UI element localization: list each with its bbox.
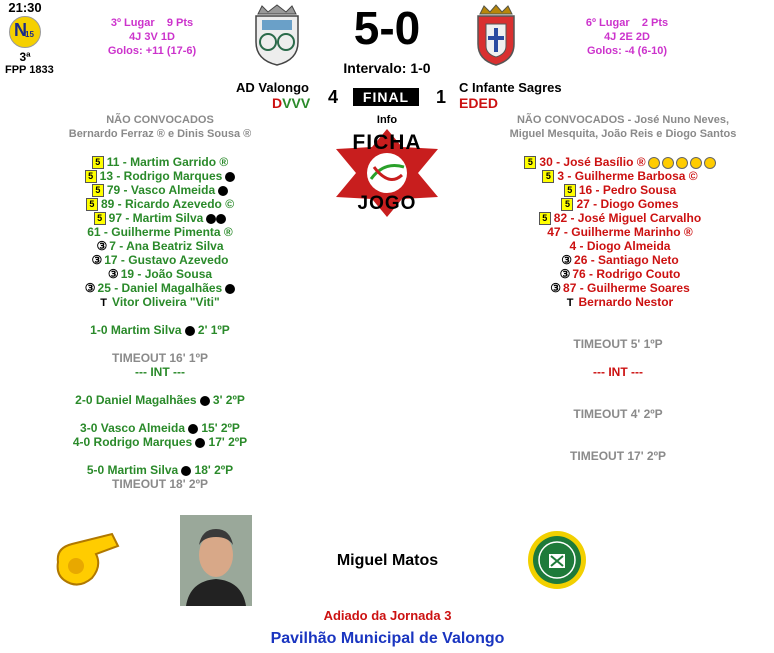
referee-photo — [180, 515, 252, 606]
home-form: DVVV — [272, 95, 311, 111]
goal-event: 3-0 Vasco Almeida 15' 2ºP — [80, 421, 240, 435]
timeout-event: TIMEOUT 5' 1ºP — [573, 337, 663, 351]
home-coach-row[interactable]: T Vitor Oliveira "Viti" — [100, 295, 220, 309]
ball-icon — [662, 157, 674, 169]
home-score: 4 — [328, 87, 339, 107]
interval-marker: --- INT --- — [593, 365, 643, 379]
goal-dot-icon — [200, 396, 210, 406]
header-left — [2, 0, 48, 64]
referee-name[interactable]: Miguel Matos — [336, 552, 439, 569]
away-player-row[interactable]: 5 16 - Pedro Sousa — [500, 183, 740, 197]
home-player-list — [40, 155, 280, 309]
whistle-icon — [52, 532, 124, 588]
home-events — [40, 323, 280, 491]
away-player-row[interactable]: 4 - Diogo Almeida — [569, 239, 671, 253]
away-player-row[interactable]: 5 30 - José Basílio ® — [500, 155, 740, 169]
goal-dot-icon — [181, 466, 191, 476]
home-player-row[interactable]: 5 97 - Martim Silva — [40, 211, 280, 225]
timeout-event: TIMEOUT 16' 1ºP — [112, 351, 208, 365]
match-status-badge: FINAL — [353, 88, 419, 106]
match-score: 5-0 — [353, 2, 421, 54]
goal-dot-icon — [195, 438, 205, 448]
away-player-row[interactable]: 5 27 - Diogo Gomes — [500, 197, 740, 211]
home-player-row[interactable]: 5 89 - Ricardo Azevedo © — [40, 197, 280, 211]
away-player-row[interactable]: 47 - Guilherme Marinho ® — [547, 225, 693, 239]
away-team-name[interactable]: C Infante Sagres — [459, 80, 562, 95]
ficha-jogo-logo[interactable]: FICHA JOGO — [334, 127, 440, 219]
away-events — [498, 337, 738, 463]
away-player-list — [500, 155, 740, 309]
goal-event: 1-0 Martim Silva 2' 1ºP — [90, 323, 230, 337]
home-player-row[interactable]: ③ 25 - Daniel Magalhães — [40, 281, 280, 295]
halftime-score: Intervalo: 1-0 — [343, 60, 431, 76]
away-stats: 6º Lugar 2 Pts 4J 2E 2D Golos: -4 (6-10) — [585, 17, 669, 57]
ball-icon — [704, 157, 716, 169]
home-player-row[interactable]: 61 - Guilherme Pimenta ® — [87, 225, 233, 239]
away-player-row[interactable]: ③ 87 - Guilherme Soares — [550, 281, 690, 295]
venue-name[interactable]: Pavilhão Municipal de Valongo — [270, 630, 505, 647]
goal-event: 5-0 Martim Silva 18' 2ºP — [86, 463, 234, 477]
goal-dot-icon — [185, 326, 195, 336]
away-coach-row[interactable]: T Bernardo Nestor — [566, 295, 674, 309]
away-form: EDED — [459, 95, 498, 111]
home-player-row[interactable]: 5 11 - Martim Garrido ® — [40, 155, 280, 169]
timeout-event: TIMEOUT 4' 2ºP — [573, 407, 663, 421]
away-crest-icon[interactable] — [474, 4, 518, 66]
goal-event: 4-0 Rodrigo Marques 17' 2ºP — [72, 435, 248, 449]
ball-icon — [648, 157, 660, 169]
away-player-row[interactable]: 5 3 - Guilherme Barbosa © — [500, 169, 740, 183]
goal-dot-icon — [225, 172, 235, 182]
away-not-called: NÃO CONVOCADOS - José Nuno Neves, Miguel Mesquita, João Reis e Diogo Santos — [509, 114, 737, 140]
away-player-row[interactable]: ③ 26 - Santiago Neto — [561, 253, 679, 267]
home-player-row[interactable]: 5 79 - Vasco Almeida — [40, 183, 280, 197]
home-player-row[interactable]: ③ 17 - Gustavo Azevedo — [91, 253, 229, 267]
goal-dot-icon — [188, 424, 198, 434]
away-player-row[interactable]: ③ 76 - Rodrigo Couto — [559, 267, 681, 281]
competition-badge-icon: N 15 — [9, 16, 41, 48]
ref-code: FPP 1833 — [5, 64, 54, 76]
timeout-event: TIMEOUT 17' 2ºP — [570, 449, 666, 463]
home-player-row[interactable]: ③ 7 - Ana Beatriz Silva — [96, 239, 224, 253]
away-player-row[interactable]: 5 82 - José Miguel Carvalho — [500, 211, 740, 225]
competition-rank: 3ª — [19, 50, 31, 64]
home-player-row[interactable]: 5 13 - Rodrigo Marques — [40, 169, 280, 183]
goal-dot-icon — [218, 186, 228, 196]
goal-dot-icon — [216, 214, 226, 224]
goal-dot-icon — [206, 214, 216, 224]
home-not-called: NÃO CONVOCADOS Bernardo Ferraz ® e Dinis Sousa ® — [68, 114, 252, 140]
home-team-name[interactable]: AD Valongo — [236, 80, 309, 95]
ball-icon — [690, 157, 702, 169]
timeout-event: TIMEOUT 18' 2ºP — [112, 477, 208, 491]
away-score: 1 — [436, 87, 447, 107]
association-logo-icon — [527, 530, 587, 590]
ball-icon — [676, 157, 688, 169]
goal-dot-icon — [225, 284, 235, 294]
home-player-row[interactable]: ③ 19 - João Sousa — [107, 267, 213, 281]
info-label[interactable]: Info — [376, 114, 398, 126]
match-time: 21:30 — [8, 0, 42, 15]
interval-marker: --- INT --- — [135, 365, 185, 379]
goal-event: 2-0 Daniel Magalhães 3' 2ºP — [75, 393, 245, 407]
home-stats: 3º Lugar 9 Pts 4J 3V 1D Golos: +11 (17-6) — [107, 17, 197, 57]
match-note: Adiado da Jornada 3 — [323, 608, 452, 623]
home-crest-icon[interactable] — [248, 4, 306, 66]
